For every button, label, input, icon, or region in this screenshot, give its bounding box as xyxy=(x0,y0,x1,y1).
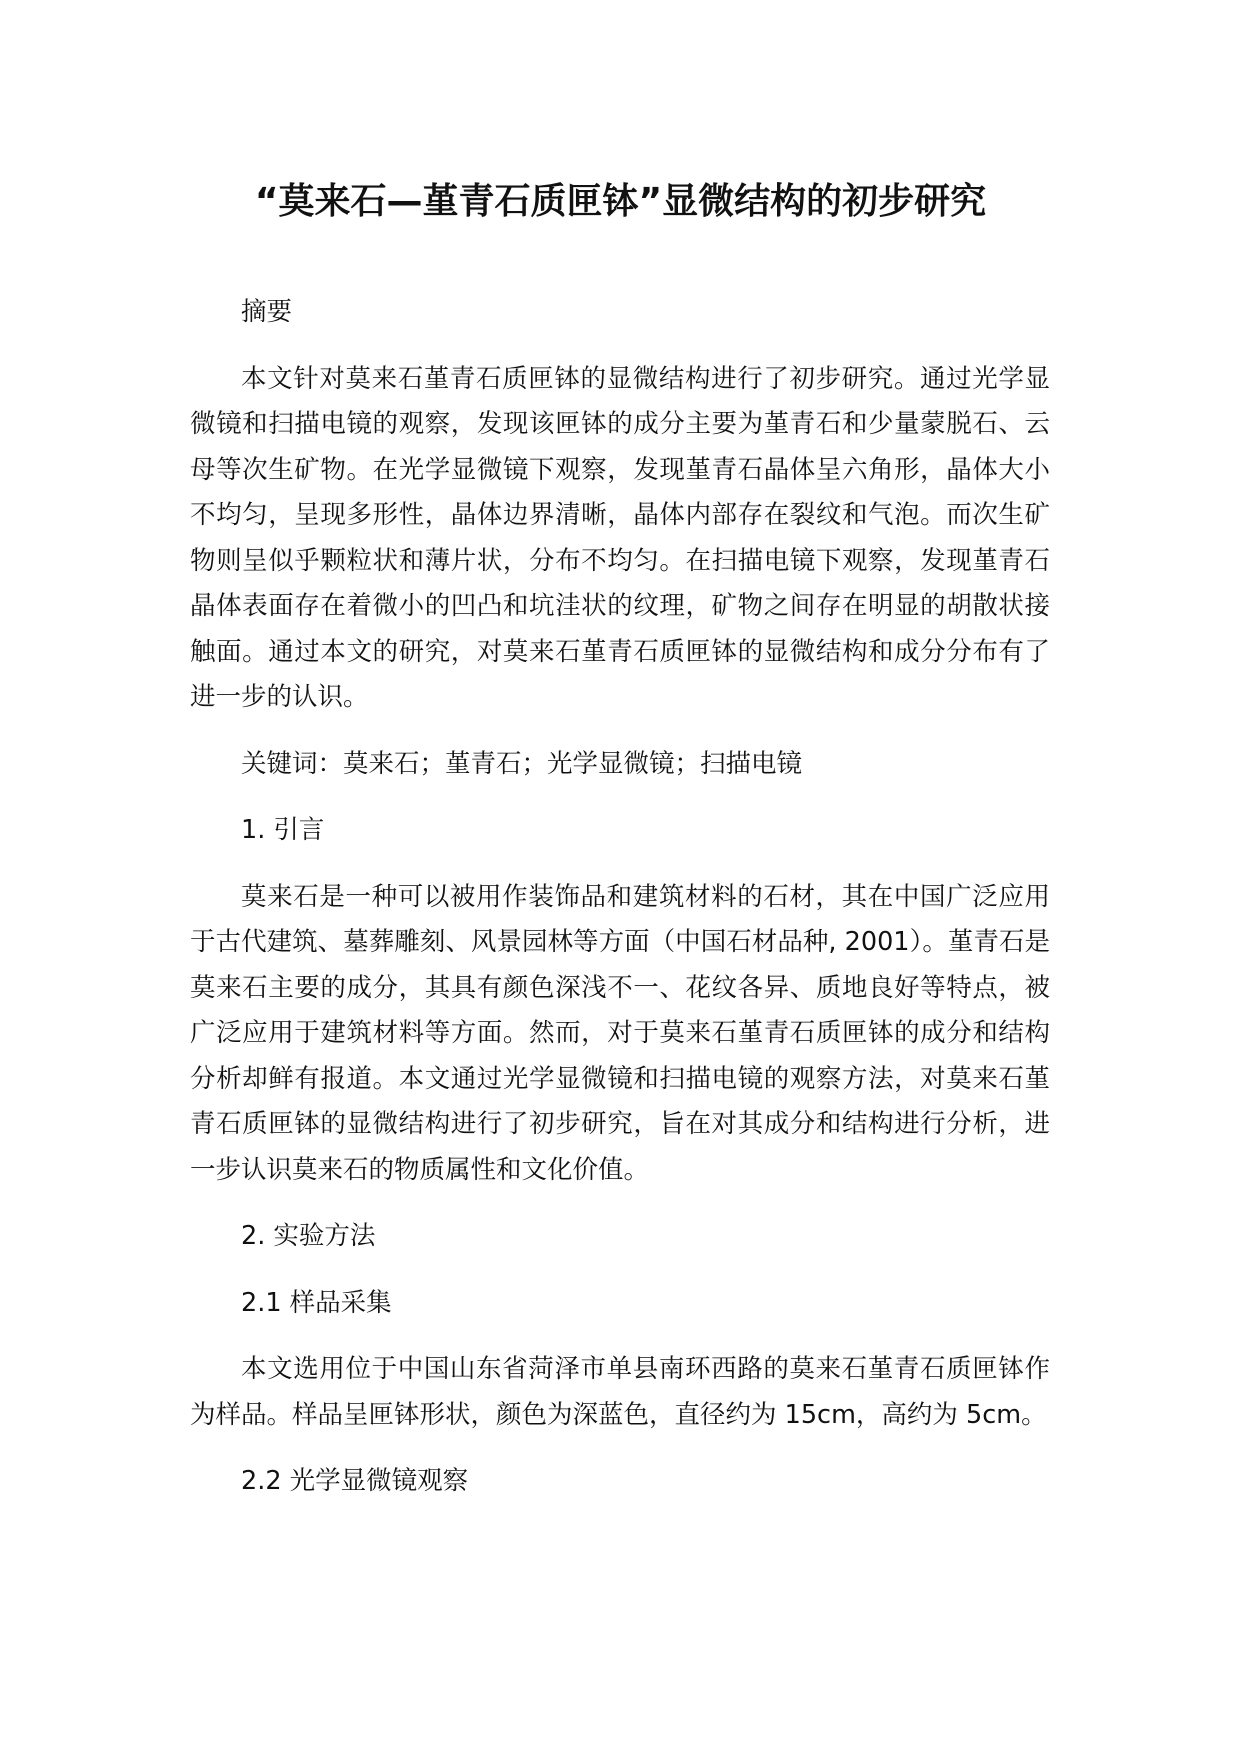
abstract-paragraph: 本文针对莫来石堇青石质匣钵的显微结构进行了初步研究。通过光学显微镜和扫描电镜的观察，发现该匣钵的成分主要为堇青石和少量蒙脱石、云母等次生矿物。在光学显微镜下观察，发现堇青石晶体呈六角形，晶体大小不均匀，呈现多形性，晶体边界清晰，晶体内部存在裂纹和气泡。而次生矿物则呈似乎颗粒状和薄片状，分布不均匀。在扫描电镜下观察，发现堇青石晶体表面存在着微小的凹凸和坑洼状的纹理，矿物之间存在明显的胡散状接触面。通过本文的研究，对莫来石堇青石质匣钵的显微结构和成分分布有了进一步的认识。 xyxy=(190,363,1050,712)
keywords-line: 关键词：莫来石；堇青石；光学显微镜；扫描电镜 xyxy=(241,748,803,779)
section-2-1-paragraph: 本文选用位于中国山东省菏泽市单县南环西路的莫来石堇青石质匣钵作为样品。样品呈匣钵形状，颜色为深蓝色，直径约为 15cm，高约为 5cm。 xyxy=(190,1354,1050,1430)
paper-body xyxy=(190,290,1050,1526)
section-1-paragraph: 莫来石是一种可以被用作装饰品和建筑材料的石材，其在中国广泛应用于古代建筑、墓葬雕刻、风景园林等方面（中国石材品种, 2001）。堇青石是莫来石主要的成分，其具有颜色深浅不一、花纹各异、质地良好等特点，被广泛应用于建筑材料等方面。然而，对于莫来石堇青石质匣钵的成分和结构分析却鲜有报道。本文通过光学显微镜和扫描电镜的观察方法，对莫来石堇青石质匣钵的显微结构进行了初步研究，旨在对其成分和结构进行分析，进一步认识莫来石的物质属性和文化价值。 xyxy=(190,881,1050,1185)
section-1-heading: 1. 引言 xyxy=(241,815,325,845)
section-2-1-heading: 2.1 样品采集 xyxy=(241,1287,392,1318)
abstract-heading: 摘要 xyxy=(241,297,293,327)
section-2-2-heading: 2.2 光学显微镜观察 xyxy=(241,1466,469,1496)
section-2-heading: 2. 实验方法 xyxy=(241,1221,376,1251)
paper-title: “莫来石—堇青石质匣钵”显微结构的初步研究 xyxy=(254,181,987,222)
